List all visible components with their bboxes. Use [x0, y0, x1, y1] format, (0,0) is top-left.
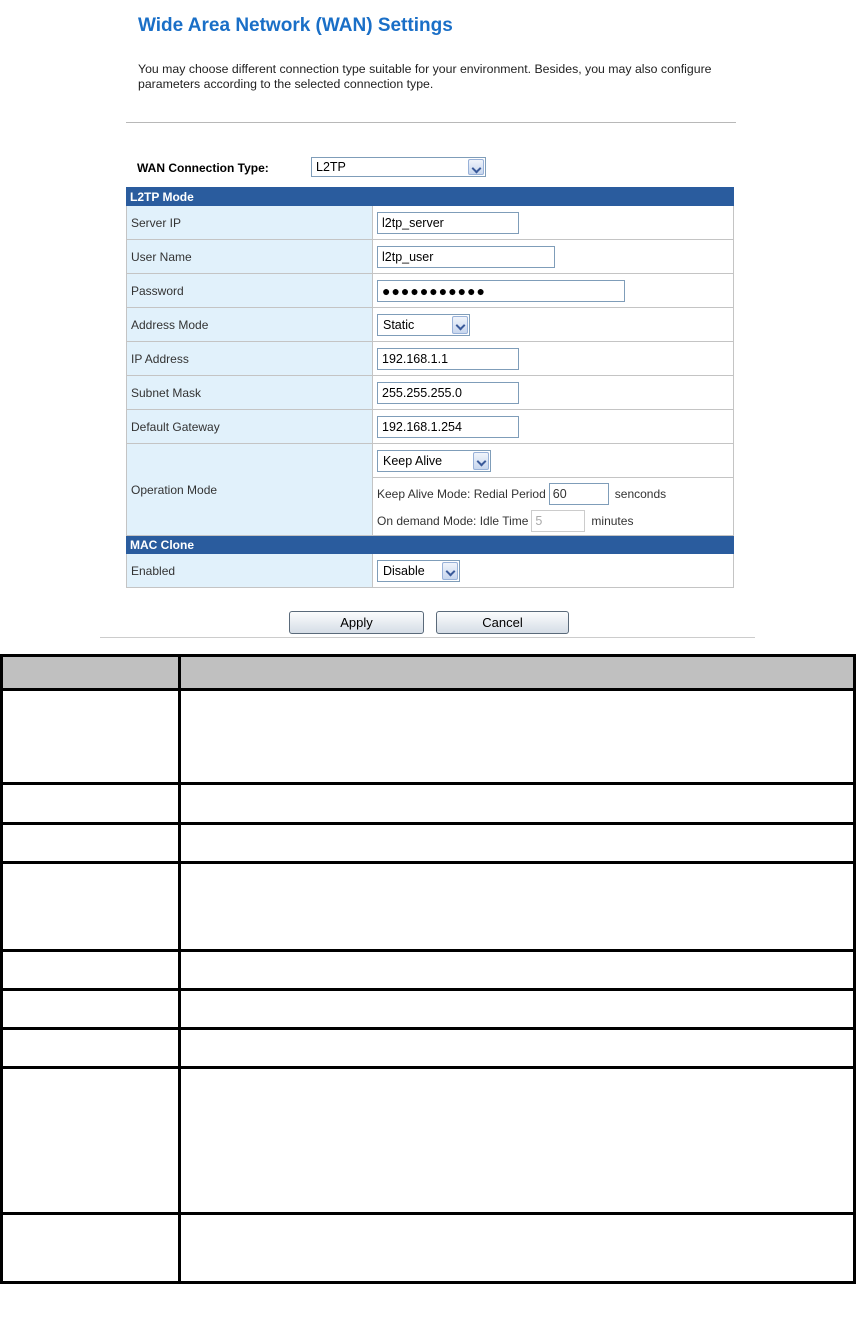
description-cell — [2, 951, 180, 990]
description-cell — [180, 990, 855, 1029]
user-name-input[interactable]: l2tp_user — [377, 246, 555, 268]
description-cell — [180, 1214, 855, 1283]
description-header-cell — [180, 656, 855, 690]
description-table — [0, 654, 856, 1284]
l2tp-mode-header: L2TP Mode — [127, 188, 734, 206]
address-mode-select[interactable] — [377, 314, 470, 336]
divider — [100, 637, 755, 638]
wan-connection-type-select[interactable] — [311, 157, 486, 177]
chevron-down-icon[interactable] — [473, 452, 489, 470]
wan-settings-table — [126, 187, 734, 588]
page-title: Wide Area Network (WAN) Settings — [138, 15, 453, 36]
mac-clone-enabled-label: Enabled — [127, 554, 373, 588]
description-cell — [180, 690, 855, 784]
user-name-label: User Name — [127, 240, 373, 274]
cancel-button[interactable]: Cancel — [436, 611, 569, 634]
password-input[interactable]: ●●●●●●●●●●● — [377, 280, 625, 302]
password-label: Password — [127, 274, 373, 308]
keep-alive-label: Keep Alive Mode: Redial Period — [377, 487, 546, 501]
chevron-down-icon[interactable] — [442, 562, 458, 580]
redial-period-input[interactable]: 60 — [549, 483, 609, 505]
idle-time-unit: minutes — [591, 514, 634, 528]
ip-address-input[interactable]: 192.168.1.1 — [377, 348, 519, 370]
description-cell — [2, 784, 180, 824]
mac-clone-header: MAC Clone — [127, 536, 734, 554]
wan-connection-type-label: WAN Connection Type: — [137, 161, 269, 175]
address-mode-value: Static — [383, 317, 415, 332]
description-cell — [180, 863, 855, 951]
divider — [126, 122, 736, 123]
mac-clone-enabled-select[interactable] — [377, 560, 460, 582]
default-gateway-input[interactable]: 192.168.1.254 — [377, 416, 519, 438]
server-ip-input[interactable]: l2tp_server — [377, 212, 519, 234]
chevron-down-icon[interactable] — [468, 159, 484, 175]
description-cell — [2, 1214, 180, 1283]
subnet-mask-input[interactable]: 255.255.255.0 — [377, 382, 519, 404]
description-cell — [2, 990, 180, 1029]
description-cell — [180, 1029, 855, 1068]
page-intro: You may choose different connection type suitable for your environment. Besides, you may also configure parameters according to the selected connection type. — [138, 62, 712, 91]
ip-address-label: IP Address — [127, 342, 373, 376]
description-cell — [2, 690, 180, 784]
description-cell — [2, 863, 180, 951]
redial-period-unit: senconds — [614, 487, 667, 501]
operation-mode-value: Keep Alive — [383, 453, 443, 468]
operation-mode-label: Operation Mode — [127, 444, 373, 536]
idle-time-input[interactable]: 5 — [531, 510, 585, 532]
description-cell — [2, 1068, 180, 1214]
server-ip-label: Server IP — [127, 206, 373, 240]
description-cell — [180, 951, 855, 990]
description-cell — [180, 824, 855, 863]
description-cell — [180, 1068, 855, 1214]
mac-clone-enabled-value: Disable — [383, 563, 425, 578]
default-gateway-label: Default Gateway — [127, 410, 373, 444]
description-cell — [2, 1029, 180, 1068]
wan-connection-type-value: L2TP — [316, 160, 346, 174]
on-demand-label: On demand Mode: Idle Time — [377, 514, 529, 528]
description-cell — [180, 784, 855, 824]
description-cell — [2, 824, 180, 863]
chevron-down-icon[interactable] — [452, 316, 468, 334]
description-header-cell — [2, 656, 180, 690]
subnet-mask-label: Subnet Mask — [127, 376, 373, 410]
apply-button[interactable]: Apply — [289, 611, 424, 634]
address-mode-label: Address Mode — [127, 308, 373, 342]
operation-mode-select[interactable] — [377, 450, 491, 472]
